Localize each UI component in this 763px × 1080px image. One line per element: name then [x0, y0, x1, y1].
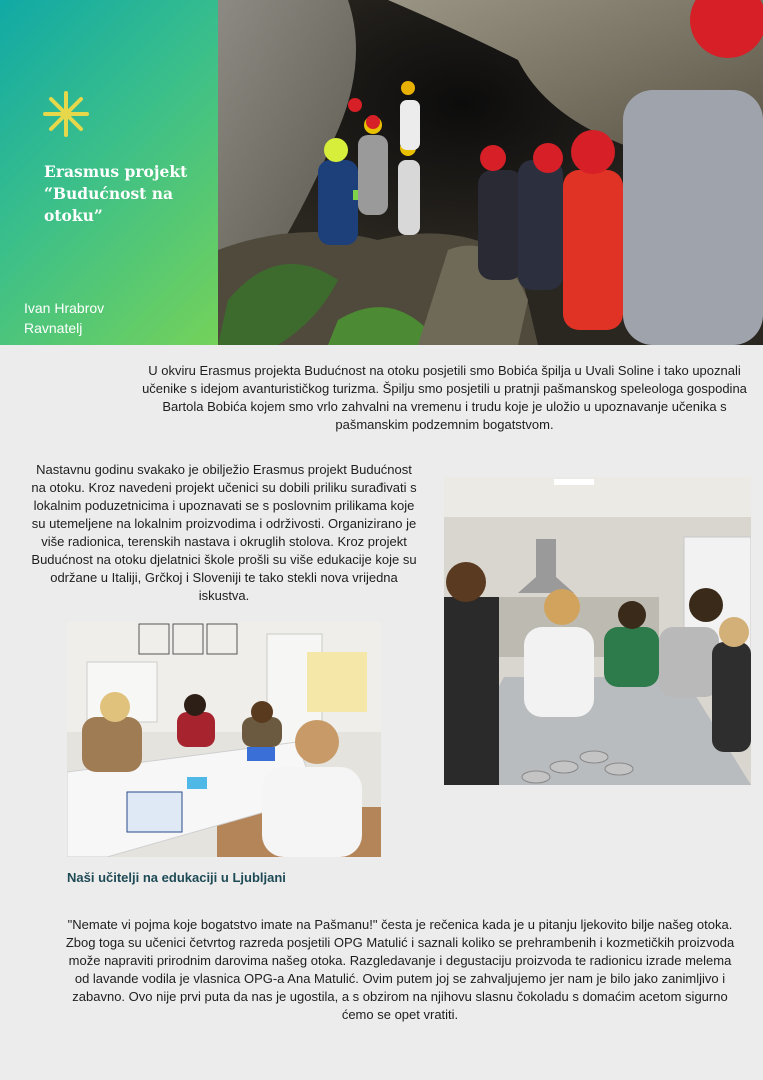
photo-caption: Naši učitelji na edukaciji u Ljubljani	[67, 870, 286, 885]
teachers-photo	[67, 622, 381, 857]
author-name: Ivan Hrabrov	[24, 300, 105, 316]
author-role: Ravnatelj	[24, 320, 83, 336]
intro-paragraph: U okviru Erasmus projekta Budućnost na otoku posjetili smo Bobića špilja u Uvali Soline i tako upoznali učenike s idejom avanturističkog turizma. Špilju smo posjetili u pratnji pašmanskog speleologa gospodina Bartola Bobića kojem smo vrlo zahvalni na vremenu i trudu koje je uložio u upoznavanje učenika s pašmanskim podzemnim bogatstvom.	[142, 363, 747, 432]
closing-paragraph: "Nemate vi pojma koje bogatstvo imate na Pašmanu!" česta je rečenica kada je u pitanju ljekovito bilje našeg otoka. Zbog toga su učenici četvrtog razreda posjetili OPG Matulić i saznali koliko se prehrambenih i kozmetičkih proizvoda može napraviti prirodnim darovima našeg otoka. Razgledavanje i degustaciju proizvoda te radionicu izrade melema od lavande vodila je vlasnica OPG-a Ana Matulić. Ovim putem joj se zahvaljujemo jer nam je bilo jako zanimljivo i zabavno. Ovo nije prvi puta da nas je ugostila, a s obzirom na njihovu slasnu čokoladu s domaćim acetom sigurno ćemo se opet vratiti.	[65, 917, 735, 1022]
workshop-photo	[444, 477, 751, 785]
author-block	[24, 298, 104, 338]
project-paragraph: Nastavnu godinu svakako je obilježio Erasmus projekt Budućnost na otoku. Kroz navedeni projekt učenici su dobili priliku surađivati s lokalnim poduzetnicima i upoznavati se s poslovnim prilikama koje su utemeljene na lokalnim proizvodima i održivosti. Organizirano je više radionica, terenskih nastava i okruglih stolova. Kroz projekt Budućnost na otoku djelatnici škole prošli su više edukacije koje su održane u Italiji, Grčkoj i Sloveniji te tako stekli nova vrijedna iskustva.	[31, 462, 417, 603]
title-banner	[0, 0, 218, 345]
cave-photo	[218, 0, 763, 345]
page-title: Erasmus projekt “Budućnost na otoku”	[44, 162, 188, 225]
asterisk-star-icon	[42, 90, 90, 138]
